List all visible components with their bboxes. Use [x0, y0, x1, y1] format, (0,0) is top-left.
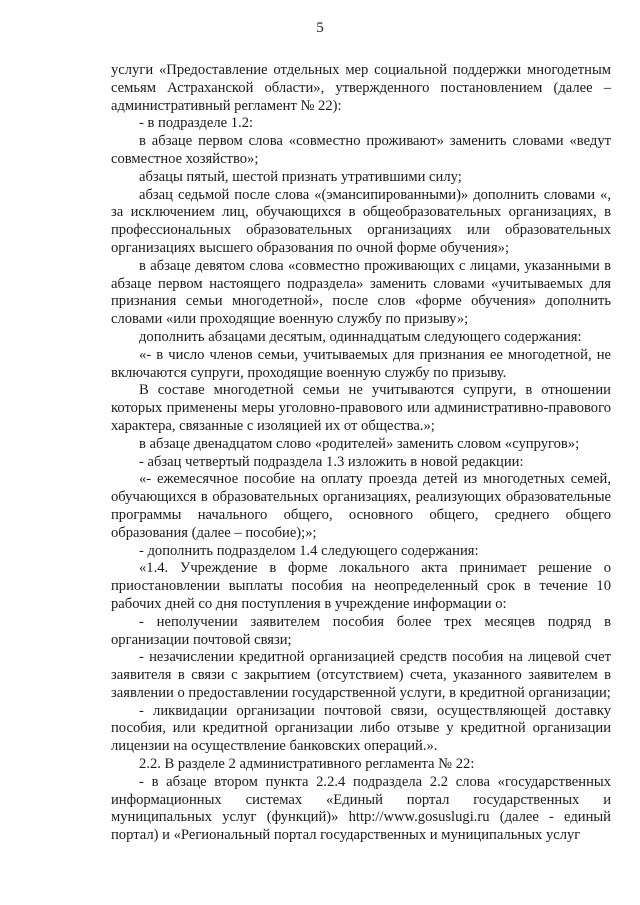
page-number: 5 — [316, 20, 324, 36]
paragraph: 2.2. В разделе 2 административного регламента № 22: — [139, 756, 475, 773]
paragraph: абзац седьмой после слова «(эмансипированными)» дополнить словами «, за исключением лиц, обучающихся в общеобразовательных организациях, в профессиональных образовательных организациях или образовательных организациях высшего образования по очной форме обучения»; — [111, 186, 611, 256]
paragraph: - дополнить подразделом 1.4 следующего содержания: — [139, 542, 479, 559]
paragraph: - незачислении кредитной организацией средств пособия на лицевой счет заявителя в связи с закрытием (отсутствием) счета, указанного заявителем в заявлении о предоставлении государственной услуги, в кредитной организации; — [111, 649, 611, 701]
paragraph: - ликвидации организации почтовой связи, осуществляющей доставку пособия, или кредитной организации либо отзыве у кредитной организации лицензии на осуществление банковских операций.». — [111, 702, 611, 755]
paragraph: дополнить абзацами десятым, одиннадцатым следующего содержания: — [139, 328, 582, 345]
paragraph: в абзаце двенадцатом слово «родителей» заменить словом «супругов»; — [139, 435, 580, 452]
paragraph: В составе многодетной семьи не учитываются супруги, в отношении которых применены меры уголовно-правового или административно-правового характера, связанные с изоляцией их от общества.»; — [111, 382, 611, 434]
paragraph: - в абзаце втором пункта 2.2.4 подраздела 2.2 слова «государственных информационных системах «Единый портал государственных и муниципальных услуг (функций)» http://www.gosuslugi.ru (далее - единый портал) и «Региональный портал государственных и муниципальных услуг — [111, 773, 611, 844]
paragraph: «- ежемесячное пособие на оплату проезда детей из многодетных семей, обучающихся в образовательных организациях, реализующих образовательные программы начального общего, основного общего, среднего общего образования (далее – пособие);»; — [111, 471, 611, 541]
paragraph: абзацы пятый, шестой признать утратившими силу; — [139, 168, 462, 185]
paragraph: - абзац четвертый подраздела 1.3 изложить в новой редакции: — [139, 453, 524, 470]
paragraph: - в подразделе 1.2: — [139, 115, 254, 132]
paragraph: «1.4. Учреждение в форме локального акта принимает решение о приостановлении выплаты пособия на неопределенный срок в течение 10 рабочих дней со дня поступления в учреждение информации о: — [111, 560, 611, 612]
paragraph: в абзаце первом слова «совместно проживают» заменить словами «ведут совместное хозяйство»; — [111, 133, 611, 167]
document-body — [111, 62, 611, 845]
paragraph: - неполучении заявителем пособия более трех месяцев подряд в организации почтовой связи; — [111, 613, 611, 648]
paragraph: услуги «Предоставление отдельных мер социальной поддержки многодетным семьям Астраханской области», утвержденного постановлением (далее – административный регламент № 22): — [111, 62, 611, 114]
paragraph: в абзаце девятом слова «совместно проживающих с лицами, указанными в абзаце первом настоящего подраздела» заменить словами «учитываемых для признания семьи многодетной», после слов «форме обучения» дополнить словами «или проходящие военную службу по призыву»; — [111, 257, 611, 328]
paragraph: «- в число членов семьи, учитываемых для признания ее многодетной, не включаются супруги, проходящие военную службу по призыву. — [111, 346, 611, 381]
